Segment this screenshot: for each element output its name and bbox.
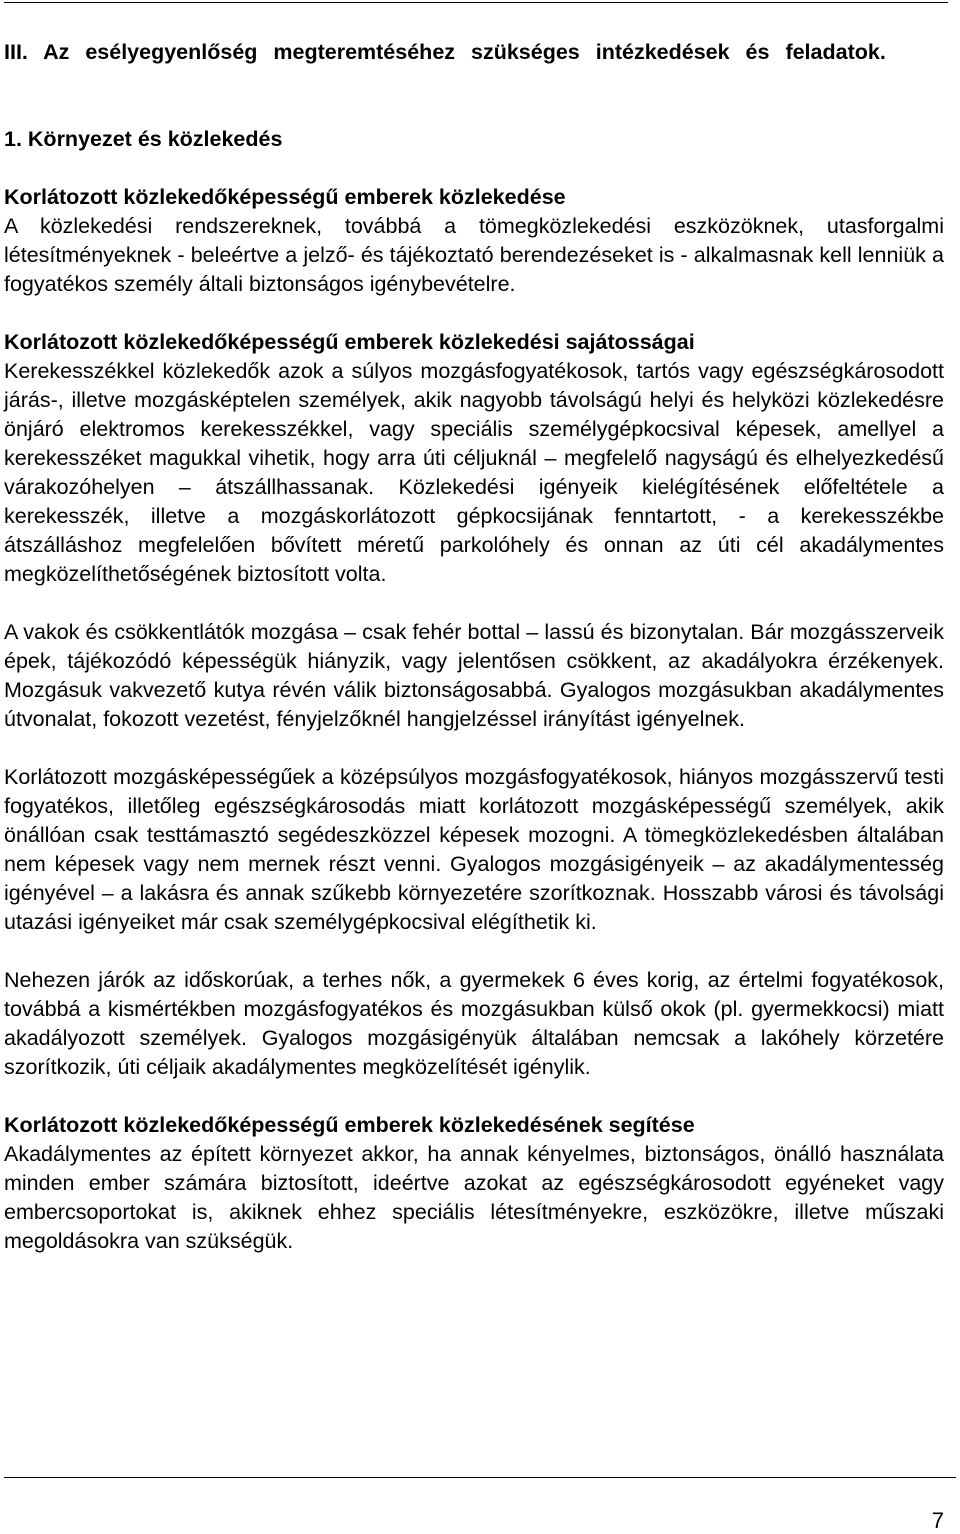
document-title: III. Az esélyegyenlőség megteremtéséhez szükséges intézkedések és feladatok. <box>4 40 886 64</box>
section-heading: 1. Környezet és közlekedés <box>4 127 283 151</box>
footer-rule <box>4 1477 956 1478</box>
paragraph: Kerekesszékkel közlekedők azok a súlyos mozgásfogyatékosok, tartós vagy egészségkárosodott járás-, illetve mozgásképtelen személyek, akik nagyobb távolságú helyi és helyközi közlekedésre önjáró elektromos kerekesszékkel, vagy speciális személygépkocsival képesek, amellyel a kerekesszéket magukkal vihetik, hogy arra úti céljuknál – megfelelő nagyságú és elhelyezkedésű várakozóhelyen – átszállhassanak. Közlekedési igényeik kielégítésének előfeltétele a kerekesszék, illetve a mozgáskorlátozott gépkocsijának fenntartott, - a kerekesszékbe átszálláshoz megfelelően bővített méretű parkolóhely és onnan az úti cél akadálymentes megközelíthetőségének biztosított volta. <box>4 359 944 586</box>
header-rule <box>4 2 948 3</box>
page-number: 7 <box>931 1508 944 1533</box>
paragraph: A vakok és csökkentlátók mozgása – csak fehér bottal – lassú és bizonytalan. Bár mozgásszerveik épek, tájékozódó képességük hiányzik, vagy jelentősen csökkent, az akadályokra érzékenyek. Mozgásuk vakvezető kutya révén válik biztonságosabbá. Gyalogos mozgásukban akadálymentes útvonalat, fokozott vezetést, fényjelzőknél hangjelzéssel irányítást igényelnek. <box>4 620 944 731</box>
subheading-characteristics: Korlátozott közlekedőképességű emberek közlekedési sajátosságai <box>4 330 695 354</box>
subheading-transport: Korlátozott közlekedőképességű emberek közlekedése <box>4 185 566 209</box>
document-body <box>4 38 944 1256</box>
block-assistance <box>4 1111 944 1256</box>
paragraph: Akadálymentes az épített környezet akkor, ha annak kényelmes, biztonságos, önálló használata minden ember számára biztosított, ideértve azokat az egészségkárosodott egyéneket vagy embercsoportokat is, akiknek ehhez speciális létesítményekre, eszközökre, illetve műszaki megoldásokra van szükségük. <box>4 1142 944 1253</box>
block-transport <box>4 183 944 299</box>
subheading-assistance: Korlátozott közlekedőképességű emberek közlekedésének segítése <box>4 1113 695 1137</box>
paragraph: A közlekedési rendszereknek, továbbá a tömegközlekedési eszközöknek, utasforgalmi létesítményeknek - beleértve a jelző- és tájékoztató berendezéseket is - alkalmasnak kell lenniük a fogyatékos személy általi biztonságos igénybevételre. <box>4 214 944 296</box>
block-characteristics <box>4 328 944 1082</box>
paragraph: Nehezen járók az időskorúak, a terhes nők, a gyermekek 6 éves korig, az értelmi fogyatékosok, továbbá a kismértékben mozgásfogyatékos és mozgásukban külső okok (pl. gyermekkocsi) miatt akadályozott személyek. Gyalogos mozgásigényük általában nemcsak a lakóhely körzetére szorítkozik, úti céljaik akadálymentes megközelítését igénylik. <box>4 968 944 1079</box>
paragraph: Korlátozott mozgásképességűek a középsúlyos mozgásfogyatékosok, hiányos mozgásszervű testi fogyatékos, illetőleg egészségkárosodás miatt korlátozott mozgásképességű személyek, akik önállóan csak testtámasztó segédeszközzel képesek mozogni. A tömegközlekedésben általában nem képesek vagy nem mernek részt venni. Gyalogos mozgásigényeik – az akadálymentesség igényével – a lakásra és annak szűkebb környezetére szorítkoznak. Hosszabb városi és távolsági utazási igényeiket már csak személygépkocsival elégíthetik ki. <box>4 765 944 934</box>
